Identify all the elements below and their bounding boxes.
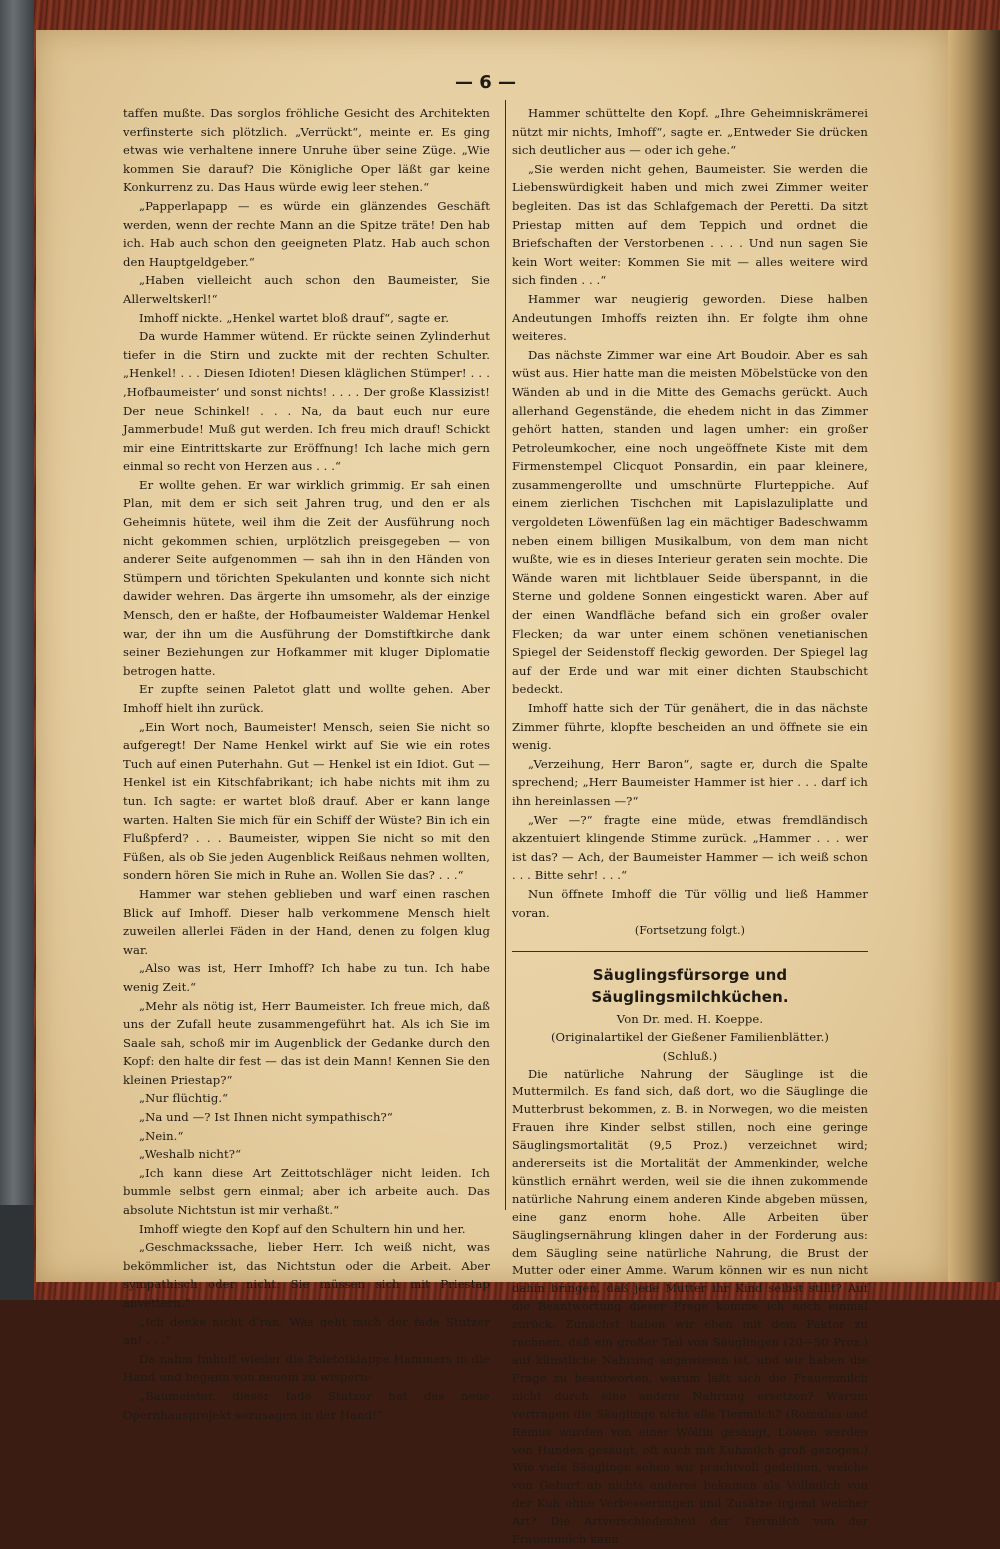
paragraph: Imhoff hatte sich der Tür genähert, die in das nächste Zimmer führte, klopfte bescheiden an und öffnete sie ein wenig. <box>512 701 868 753</box>
paragraph: „Na und —? Ist Ihnen nicht sympathisch?“ <box>139 1110 393 1125</box>
article-part: (Schluß.) <box>662 1048 718 1063</box>
page-edge <box>948 30 1000 1282</box>
paragraph: „Nein.“ <box>139 1128 184 1143</box>
paragraph: „Baumeister, dieser fade Stutzer hat das neue Opernhausprojekt sozusagen in der Hand!“ <box>123 1388 490 1422</box>
paragraph: „Ein Wort noch, Baumeister! Mensch, seien Sie nicht so aufgeregt! Der Name Henkel wirkt auf Sie wie ein rotes Tuch auf einen Puterhahn. Gut — Henkel ist ein Idiot. Gut — Henkel ist ein Kitschfabrikant; ich habe nichts mit ihm zu tun. Ich sagte: er wartet bloß drauf. Aber er kann lange warten. Halten Sie mich für ein Schiff der Wüste? Bin ich ein Flußpferd? . . . Baumeister, wippen Sie nicht so mit den Füßen, als ob Sie jeden Augenblick Reißaus nehmen wollten, sondern hören Sie mich in Ruhe an. Wollen Sie das? . . .“ <box>123 719 490 883</box>
paragraph: „Ich denke nicht d'ran. Was geht mich der fade Stutzer an! . . .“ <box>123 1314 490 1348</box>
paragraph: taffen mußte. Das sorglos fröhliche Gesicht des Architekten verfinsterte sich plötzlich. „Verrückt“, meinte er. Es ging etwas wie verhaltene innere Unruhe über seine Züge. „Wie kommen Sie darauf? Die Königliche Oper läßt gar keine Konkurrenz zu. Das Haus würde ewig leer stehen.“ <box>123 106 490 195</box>
paragraph: „Haben vielleicht auch schon den Baumeister, Sie Allerweltskerl!“ <box>123 273 490 306</box>
article-title: Säuglingsfürsorge und Säuglingsmilchküchen. <box>591 965 789 1006</box>
paragraph: „Papperlapapp — es würde ein glänzendes Geschäft werden, wenn der rechte Mann an die Spitze träte! Den hab ich. Hab auch schon den geeigneten Platz. Hab auch schon den Hauptgeldgeber.“ <box>123 198 490 269</box>
continuation-note: (Fortsetzung folgt.) <box>634 924 746 938</box>
paragraph: Hammer war stehen geblieben und warf einen raschen Blick auf Imhoff. Dieser halb verkommene Mensch hielt zuweilen allerlei Fäden in der Hand, denen zu folgen klug war. <box>123 886 490 957</box>
paragraph: „Wer —?“ fragte eine müde, etwas fremdländisch akzentuiert klingende Stimme zurück. „Hammer . . . wer ist das? — Ach, der Baumeister Hammer — ich weiß schon . . . Bitte sehr! . . .“ <box>512 812 868 883</box>
paragraph: „Ich kann diese Art Zeittotschläger nicht leiden. Ich bummle selbst gern einmal; aber ich arbeite auch. Das absolute Nichtstun ist mir verhaßt.“ <box>123 1165 490 1218</box>
paragraph: „Also was ist, Herr Imhoff? Ich habe zu tun. Ich habe wenig Zeit.“ <box>123 961 490 994</box>
paragraph: „Nur flüchtig.“ <box>139 1091 229 1106</box>
paragraph: „Mehr als nötig ist, Herr Baumeister. Ich freue mich, daß uns der Zufall heute zusammengeführt hat. Als ich Sie im Saale sah, schoß mir im Augenblick der Gedanke durch den Kopf: den halte dir fest — das ist dein Mann! Kennen Sie den kleinen Priestap?“ <box>123 998 490 1087</box>
paragraph: Hammer schüttelte den Kopf. „Ihre Geheimniskrämerei nützt mir nichts, Imhoff“, sagte er. „Entweder Sie drücken sich deutlicher aus — oder ich gehe.“ <box>512 106 868 158</box>
paragraph: „Weshalb nicht?“ <box>139 1147 242 1162</box>
paragraph: Hammer war neugierig geworden. Diese halben Andeutungen Imhoffs reizten ihn. Er folgte ihm ohne weiteres. <box>512 291 868 344</box>
article-source: (Originalartikel der Gießener Familienblätter.) <box>550 1030 830 1045</box>
section-rule <box>512 951 868 952</box>
article-body: Die natürliche Nahrung der Säuglinge ist die Muttermilch. Es fand sich, daß dort, wo die Säuglinge die Mutterbrust bekommen, z. B. in Norwegen, wo die meisten Frauen ihre Kinder selbst stillen, noch eine geringe Säuglingsmortalität (9,5 Proz.) verzeichnet wird; andererseits ist die Mortalität der Ammenkinder, welche künstlich ernährt werden, weil sie die ihnen zukommende natürliche Nahrung einem anderen Kinde abgeben müssen, eine ganz enorm hohe. Alle Arbeiten über Säuglingsernährung klingen daher in der Forderung aus: dem Säugling seine natürliche Nahrung, die Brust der Mutter oder einer Amme. Warum können wir es nun nicht dahin bringen, daß jede Mutter ihr Kind selbst stillt? Auf die Beantwortung dieser Frage komme ich noch einmal zurück. Zunächst haben wir eben mit dem Faktor zu rechnen, daß ein großer Teil von Säuglingen (20—50 Proz.) auf künstliche Nahrung angewiesen ist, und wir haben die Frage zu beantworten, warum läßt sich die Frauenmilch nicht durch eine andere Nahrung ersetzen? Warum vertragen die Säuglinge nicht alle Tiermilch? (Romulus und Remus wurden von einer Wölfin gesäugt, Löwen werden von Hunden gesäugt, oft auch mit Kuhmilch groß gezogen.) Wie viele Säuglinge sehen wir prachtvoll gedeihen, welche von Geburt ab nichts anderes bekamen als Vollmilch von der Kuh ohne Verbesserungen und Zusätze irgend welcher Art? Die Artverschiedenheit der Tiermilch von der Frauenmilch kann <box>512 1066 868 1547</box>
paragraph: Imhoff wiegte den Kopf auf den Schultern hin und her. <box>139 1221 466 1236</box>
right-column <box>512 104 868 1549</box>
left-column <box>123 104 490 1424</box>
paragraph: Er zupfte seinen Paletot glatt und wollte gehen. Aber Imhoff hielt ihn zurück. <box>123 682 490 715</box>
paragraph: Da nahm Imhoff wieder die Paletotklappe Hammers in die Hand und begann von neuem zu wispern: <box>123 1351 490 1385</box>
paragraph: „Sie werden nicht gehen, Baumeister. Sie werden die Liebenswürdigkeit haben und mich zwei Zimmer weiter begleiten. Das ist das Schlafgemach der Peretti. Da sitzt Priestap mitten auf dem Teppich und ordnet die Briefschaften der Verstorbenen . . . . Und nun sagen Sie kein Wort weiter: Kommen Sie mit — alles weitere wird sich finden . . .“ <box>512 161 868 288</box>
paragraph: Da wurde Hammer wütend. Er rückte seinen Zylinderhut tiefer in die Stirn und zuckte mit der rechten Schulter. „Henkel! . . . Diesen Idioten! Diesen kläglichen Stümper! . . . ‚Hofbaumeister‘ und sonst nichts! . . . . Der große Klassizist! Der neue Schinkel! . . . Na, da baut euch nur eure Jammerbude! Muß gut werden. Ich freu mich drauf! Schickt mir eine Eintrittskarte zur Eröffnung! Ich lache mich gern einmal so recht von Herzen aus . . .“ <box>123 329 490 474</box>
article-byline: Von Dr. med. H. Koeppe. <box>616 1011 764 1026</box>
page-number: — 6 — <box>455 72 517 93</box>
paragraph: „Geschmackssache, lieber Herr. Ich weiß nicht, was bekömmlicher ist, das Nichtstun oder die Arbeit. Aber sympathisch oder nicht: Sie müssen sich mit Priestap anvettern.“ <box>123 1240 490 1310</box>
paragraph: Er wollte gehen. Er war wirklich grimmig. Er sah einen Plan, mit dem er sich seit Jahren trug, und den er als Geheimnis hütete, weil ihm die Zeit der Ausführung noch nicht gekommen schien, urplötzlich preisgegeben — von anderer Seite aufgenommen — sah ihn in den Händen von Stümpern und törichten Spekulanten und konnte sich nicht dawider wehren. Das ärgerte ihn umsomehr, als der einzige Mensch, den er haßte, der Hofbaumeister Waldemar Henkel war, der ihn um die Ausführung der Domstiftkirche dank seiner Beziehungen zur Hofkammer mit kluger Diplomatie betrogen hatte. <box>123 477 490 678</box>
spine-corner <box>0 1205 34 1300</box>
paragraph: „Verzeihung, Herr Baron“, sagte er, durch die Spalte sprechend; „Herr Baumeister Hammer ist hier . . . darf ich ihn hereinlassen —?“ <box>512 756 868 808</box>
book-spine <box>0 0 34 1300</box>
column-divider <box>505 100 506 1210</box>
paragraph: Nun öffnete Imhoff die Tür völlig und ließ Hammer voran. <box>512 886 868 920</box>
paragraph: Das nächste Zimmer war eine Art Boudoir. Aber es sah wüst aus. Hier hatte man die meisten Möbelstücke von den Wänden ab und in die Mitte des Gemachs gerückt. Auch allerhand Gegenstände, die ehedem nicht in das Zimmer gehört hatten, standen und lagen umher: ein großer Petroleumkocher, eine noch ungeöffnete Kiste mit dem Firmenstempel Clicquot Ponsardin, ein paar kleinere, zusammengerollte und umschnürte Flurteppiche. Auf einem zierlichen Tischchen mit Lapislazuliplatte und vergoldeten Löwenfüßen lag ein mächtiger Badeschwamm neben einem billigen Musikalbum, von dem man nicht wußte, wie es in dieses Interieur geraten sein mochte. Die Wände waren mit lichtblauer Seide überspannt, in die Sterne und goldene Sonnen eingestickt waren. Aber auf der einen Wandfläche befand sich ein großer ovaler Flecken; da war unter einem schönen venetianischen Spiegel der Seidenstoff fleckig geworden. Der Spiegel lag auf der Erde und war mit einer dichten Staubschicht bedeckt. <box>512 347 868 697</box>
paragraph: Imhoff nickte. „Henkel wartet bloß drauf“, sagte er. <box>139 310 450 325</box>
